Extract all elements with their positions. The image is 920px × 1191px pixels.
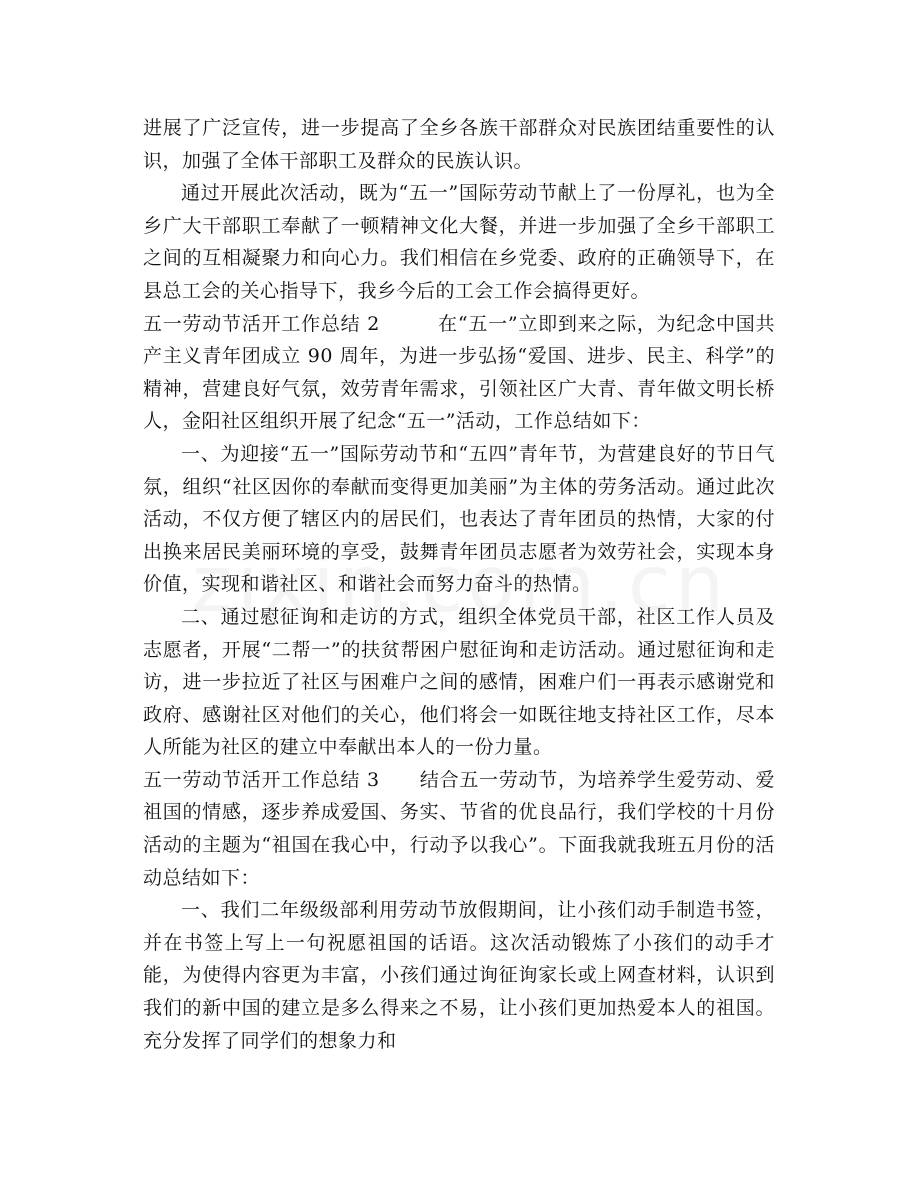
paragraph-point-one: 一、为迎接“五一”国际劳动节和“五四”青年节，为营建良好的节日气氛，组织“社区因你的奉献而变得更加美丽”为主体的劳务活动。通过此次活动，不仅方便了辖区内的居民们，也表达了青年团员的热情，大家的付出换来居民美丽环境的享受，鼓舞青年团员志愿者为效劳社会，实现本身价值，实现和谐社区、和谐社会而努力奋斗的热情。 (143, 442, 775, 596)
paragraph-point-two: 二、通过慰征询和走访的方式，组织全体党员干部，社区工作人员及志愿者，开展“二帮一”的扶贫帮困户慰征询和走访活动。通过慰征询和走访，进一步拉近了社区与困难户之间的感情，困难户们一再表示感谢党和政府、感谢社区对他们的关心，他们将会一如既往地支持社区工作，尽本人所能为社区的建立中奉献出本人的一份力量。 (143, 605, 775, 759)
section-2-paragraph (143, 308, 775, 438)
section-3-intro: 结合五一劳动节，为培养学生爱劳动、爱祖国的情感，逐步养成爱国、务实、节省的优良品行，我们学校的十月份活动的主题为“祖国在我心中，行动予以我心”。下面我就我班五月份的活动总结如下： (143, 768, 775, 889)
section-3-paragraph (143, 764, 775, 894)
document-body (143, 112, 775, 1057)
section-2-title: 五一劳动节活开工作总结 2 (143, 312, 380, 335)
paragraph-continued: 进展了广泛宣传，进一步提高了全乡各族干部群众对民族团结重要性的认识，加强了全体干部职工及群众的民族认识。 (143, 117, 775, 172)
paragraph-class-activity: 一、我们二年级级部利用劳动节放假期间，让小孩们动手制造书签，并在书签上写上一句祝愿祖国的话语。这次活动锻炼了小孩们的动手才能，为使得内容更为丰富，小孩们通过询征询家长或上网查材料，认识到我们的新中国的建立是多么得来之不易，让小孩们更加热爱本人的祖国。充分发挥了同学们的想象力和 (143, 899, 775, 1052)
section-3-title: 五一劳动节活开工作总结 3 (143, 768, 380, 791)
section-2-intro: 在“五一”立即到来之际，为纪念中国共产主义青年团成立 90 周年，为进一步弘扬“爱国、进步、民主、科学”的精神，营建良好气氛，效劳青年需求，引领社区广大青、青年做文明长桥人，金阳社区组织开展了纪念“五一”活动，工作总结如下： (143, 312, 775, 433)
paragraph-activity-summary: 通过开展此次活动，既为“五一”国际劳动节献上了一份厚礼，也为全乡广大干部职工奉献了一顿精神文化大餐，并进一步加强了全乡干部职工之间的互相凝聚力和向心力。我们相信在乡党委、政府的正确领导下，在县总工会的关心指导下，我乡今后的工会工作会搞得更好。 (143, 182, 775, 302)
